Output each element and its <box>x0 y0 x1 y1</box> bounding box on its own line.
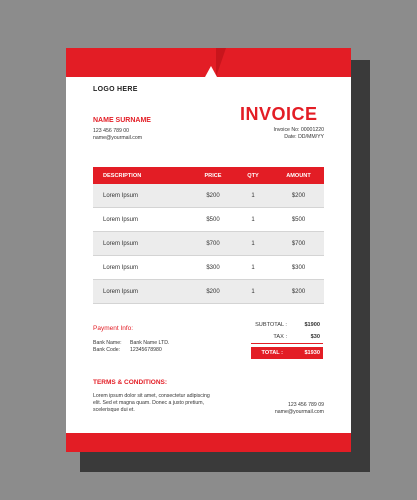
terms-line: elit. Sed et magna quam. Donec a justo pretium, <box>93 400 205 406</box>
cell-description: Lorem Ipsum <box>103 216 139 223</box>
footer-email: name@yourmail.com <box>274 409 324 415</box>
cell-qty: 1 <box>251 288 255 295</box>
sender-name: NAME SURNAME <box>93 117 151 124</box>
tax-row <box>241 331 323 343</box>
total-label: TOTAL : <box>261 350 283 356</box>
terms-line: Lorem ipsum dolor sit amet, consectetur adipiscing <box>93 393 210 399</box>
sender-email: name@yourmail.com <box>93 135 143 141</box>
cell-description: Lorem Ipsum <box>103 288 139 295</box>
logo-text: LOGO HERE <box>93 86 138 93</box>
invoice-date-value: DD/MM/YY <box>298 134 324 140</box>
sender-contact <box>93 128 142 142</box>
footer-band <box>66 433 351 452</box>
sender-phone: 123 456 789 00 <box>93 128 130 134</box>
bank-name-label: Bank Name: <box>93 340 122 346</box>
header-price: PRICE <box>204 172 222 179</box>
cell-amount: $200 <box>291 192 306 199</box>
cell-qty: 1 <box>251 216 255 223</box>
table-row <box>93 232 324 255</box>
cell-description: Lorem Ipsum <box>103 240 139 247</box>
cell-price: $200 <box>206 192 220 199</box>
bank-code-value: 12345678980 <box>130 347 162 353</box>
terms-line: scelerisque dui et. <box>93 407 135 413</box>
invoice-date-label: Date: <box>284 134 297 140</box>
total-value: $1930 <box>304 350 320 356</box>
cell-description: Lorem Ipsum <box>103 192 139 199</box>
cell-price: $200 <box>206 288 220 295</box>
cell-qty: 1 <box>251 240 255 247</box>
subtotal-value: $1900 <box>304 322 320 328</box>
header-description: DESCRIPTION <box>103 172 142 179</box>
bank-info <box>93 340 169 354</box>
footer-phone: 123 456 789 09 <box>287 402 324 408</box>
table-row <box>93 208 324 231</box>
cell-qty: 1 <box>251 192 255 199</box>
invoice-no-label: Invoice No: <box>273 127 300 133</box>
cell-description: Lorem Ipsum <box>103 264 139 271</box>
terms-text <box>93 393 233 414</box>
row-divider <box>93 303 324 304</box>
bank-name-value: Bank Name LTD. <box>130 340 170 346</box>
invoice-meta <box>274 127 325 141</box>
header-amount: AMOUNT <box>286 172 311 179</box>
totals-block <box>241 319 323 359</box>
table-row <box>93 256 324 279</box>
invoice-page <box>66 48 351 452</box>
table-row <box>93 184 324 207</box>
invoice-no-value: 00001220 <box>300 127 324 133</box>
header-qty: QTY <box>247 172 259 179</box>
bank-code-label: Bank Code: <box>93 347 121 353</box>
cell-amount: $200 <box>291 288 306 295</box>
items-table <box>93 167 324 304</box>
totals-divider <box>251 343 323 344</box>
cell-price: $300 <box>206 264 220 271</box>
invoice-title: INVOICE <box>240 104 318 124</box>
cell-qty: 1 <box>251 264 255 271</box>
header-accent <box>216 48 226 77</box>
tax-label: TAX : <box>273 334 287 340</box>
table-header <box>93 167 324 184</box>
payment-title: Payment Info: <box>93 325 134 332</box>
tax-value: $30 <box>310 334 320 340</box>
cell-price: $500 <box>206 216 220 223</box>
terms-title: TERMS & CONDITIONS: <box>93 379 168 386</box>
table-row <box>93 280 324 303</box>
cell-amount: $500 <box>291 216 306 223</box>
subtotal-row <box>241 319 323 331</box>
cell-amount: $300 <box>291 264 306 271</box>
subtotal-label: SUBTOTAL : <box>255 322 287 328</box>
footer-contact <box>275 402 324 416</box>
header-notch <box>205 66 217 77</box>
cell-price: $700 <box>206 240 220 247</box>
cell-amount: $700 <box>291 240 306 247</box>
total-row <box>251 347 323 359</box>
